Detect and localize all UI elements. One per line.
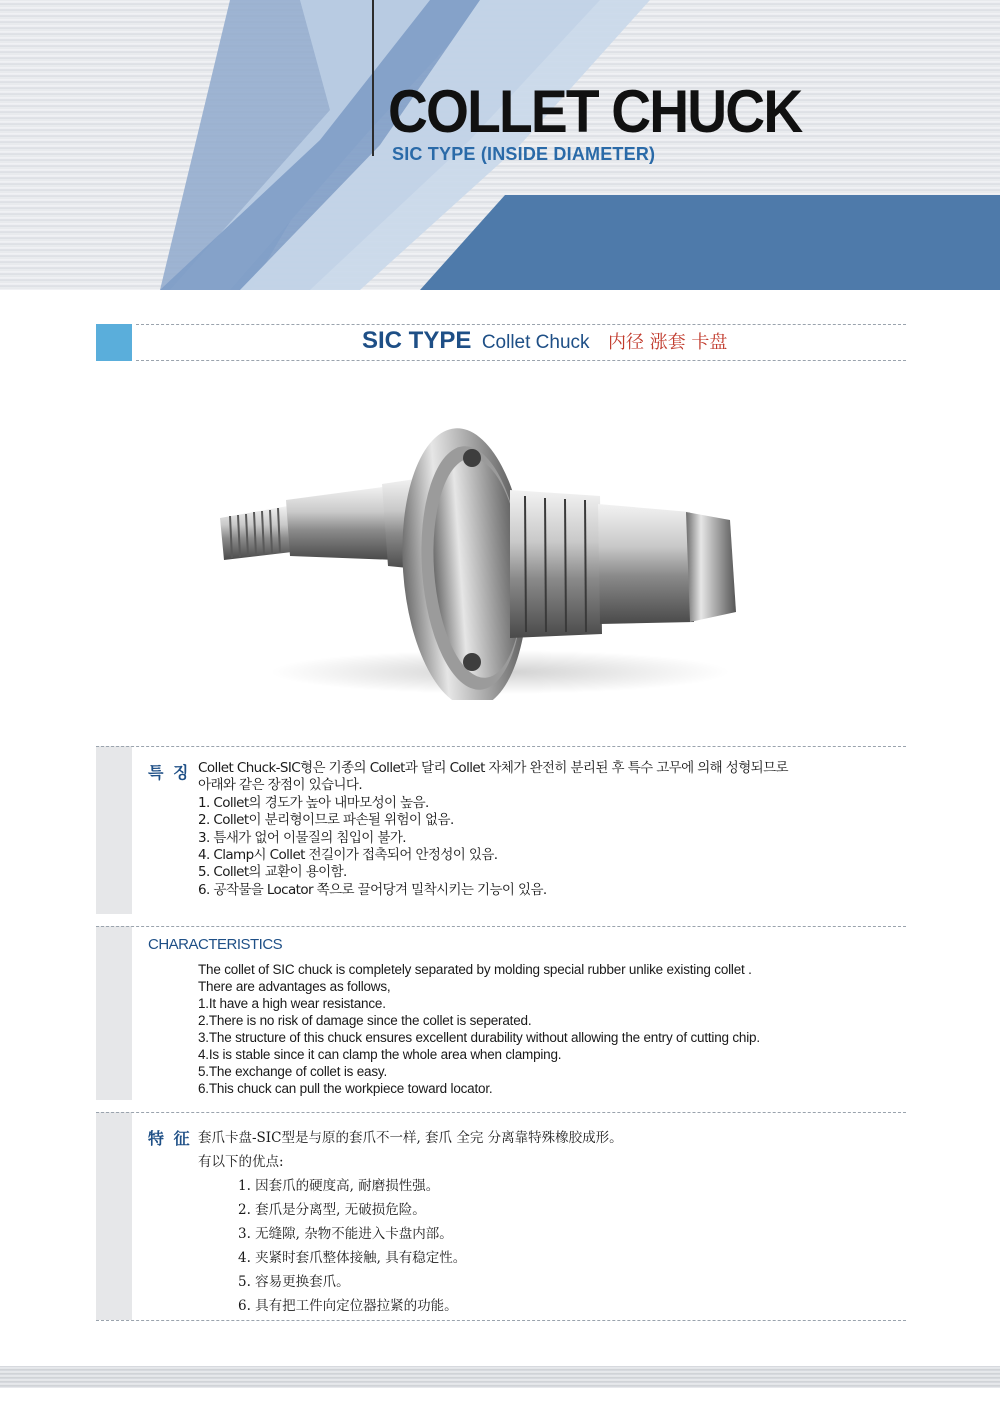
- chinese-line: 6. 具有把工件向定位器拉紧的功能。: [238, 1298, 458, 1314]
- page-title: COLLET CHUCK: [388, 78, 802, 145]
- block-divider: [96, 1112, 906, 1113]
- chinese-line: 3. 无缝隙, 杂物不能进入卡盘内部。: [238, 1226, 453, 1242]
- chinese-line: 5. 容易更换套爪。: [238, 1274, 350, 1290]
- korean-feature-list: [198, 760, 788, 899]
- english-characteristics-block: [96, 926, 906, 1100]
- block-side-bar: [96, 926, 132, 1100]
- block-divider: [96, 746, 906, 747]
- header-blue-band: [420, 195, 1000, 290]
- chinese-feature-list: [198, 1126, 623, 1318]
- english-line: 3.The structure of this chuck ensures excellent durability without allowing the entry of cutting chip.: [198, 1030, 760, 1045]
- section-title-en: Collet Chuck: [481, 332, 590, 353]
- collet-body: [510, 490, 602, 638]
- korean-line: 4. Clamp시 Collet 전길이가 접촉되어 안정성이 있음.: [198, 847, 498, 864]
- chinese-line: 套爪卡盘-SIC型是与原的套爪不一样, 套爪 全完 分离靠特殊橡胶成形。: [198, 1130, 623, 1146]
- section-title: [362, 327, 727, 355]
- block-divider: [96, 926, 906, 927]
- english-line: 2.There is no risk of damage since the collet is seperated.: [198, 1013, 532, 1028]
- collet-chuck-product-image: [210, 400, 770, 700]
- chinese-line: 1. 因套爪的硬度高, 耐磨损性强。: [238, 1178, 440, 1194]
- block-side-bar: [96, 1112, 132, 1320]
- chinese-label: 特 征: [148, 1129, 192, 1148]
- korean-line: 3. 틈새가 없어 이물질의 침입이 불가.: [198, 829, 407, 846]
- header-banner: [0, 0, 1000, 290]
- chinese-line: 有以下的优点:: [198, 1154, 284, 1170]
- korean-features-block: [96, 746, 906, 914]
- section-divider-top: [136, 324, 906, 325]
- title-divider: [372, 0, 374, 156]
- korean-label: 특 징: [148, 763, 191, 782]
- section-divider-bottom: [136, 360, 906, 361]
- section-heading: [96, 322, 906, 362]
- section-title-bold: SIC TYPE: [362, 327, 472, 354]
- korean-line: 5. Collet의 교환이 용이함.: [198, 864, 347, 881]
- english-line: The collet of SIC chuck is completely separated by molding special rubber unlike existing collet .: [198, 962, 752, 977]
- english-line: 6.This chuck can pull the workpiece toward locator.: [198, 1081, 493, 1096]
- chinese-line: 2. 套爪是分离型, 无破损危险。: [238, 1202, 426, 1218]
- chinese-features-block: [96, 1112, 906, 1320]
- english-line: 5.The exchange of collet is easy.: [198, 1064, 388, 1079]
- korean-line: 2. Collet이 분리형이므로 파손될 위험이 없음.: [198, 812, 454, 829]
- collet-tip: [686, 512, 736, 622]
- block-divider-bottom: [96, 1320, 906, 1321]
- english-line: There are advantages as follows,: [198, 979, 391, 994]
- korean-line: 1. Collet의 경도가 높아 내마모성이 높음.: [198, 794, 429, 811]
- korean-line: Collet Chuck-SIC형은 기종의 Collet과 달리 Collet 자체가 완전히 분리된 후 특수 고무에 의해 성형되므로: [198, 760, 789, 776]
- chinese-line: 4. 夹紧时套爪整体接触, 具有稳定性。: [238, 1250, 467, 1266]
- collet-nose: [598, 504, 694, 624]
- english-line: 1.It have a high wear resistance.: [198, 996, 386, 1011]
- section-title-cn: 内径 涨套 卡盘: [607, 332, 728, 353]
- section-accent-square: [96, 324, 132, 361]
- english-line: 4.Is is stable since it can clamp the whole area when clamping.: [198, 1047, 562, 1062]
- footer-band: [0, 1366, 1000, 1388]
- block-side-bar: [96, 746, 132, 914]
- korean-line: 아래와 같은 장점이 있습니다.: [198, 777, 363, 794]
- page-subtitle: SIC TYPE (INSIDE DIAMETER): [392, 144, 656, 164]
- korean-line: 6. 공작물을 Locator 쪽으로 끌어당겨 밀착시키는 기능이 있음.: [198, 881, 547, 898]
- english-feature-list: [198, 961, 760, 1097]
- shaft-body: [286, 486, 396, 560]
- english-label: CHARACTERISTICS: [148, 936, 283, 953]
- threaded-shaft: [220, 506, 292, 560]
